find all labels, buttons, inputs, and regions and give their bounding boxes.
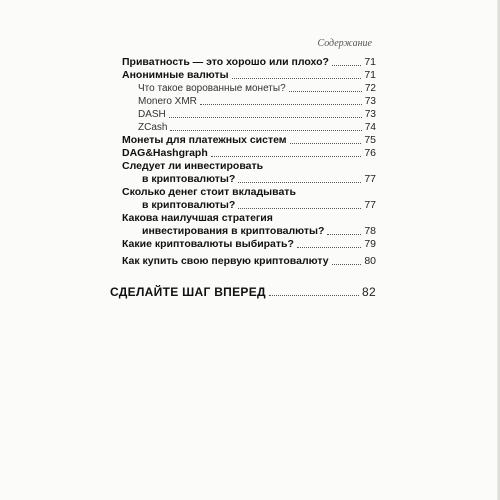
toc-entry-label-line1: Какова наилучшая стратегия (122, 212, 273, 224)
toc-entry-label: Анонимные валюты (122, 69, 229, 81)
toc-entry (122, 160, 376, 186)
toc-subentry (122, 95, 376, 108)
toc-page-number: 82 (362, 285, 376, 299)
table-of-contents (110, 56, 376, 299)
toc-entry-label-line1: Сколько денег стоит вкладывать (122, 186, 296, 198)
dot-leader (290, 143, 362, 144)
toc-page-number: 73 (364, 96, 376, 107)
dot-leader (289, 91, 362, 92)
dot-leader (211, 156, 362, 157)
toc-entry (122, 56, 376, 69)
toc-entry-label: ZCash (138, 122, 168, 133)
toc-entry-label: Монеты для платежных систем (122, 134, 287, 146)
dot-leader (238, 182, 361, 183)
toc-entry (122, 147, 376, 160)
toc-entry-label-line2: инвестирования в криптовалюты? (142, 225, 325, 237)
toc-entry (122, 69, 376, 82)
toc-page-number: 79 (364, 238, 376, 250)
toc-page-number: 75 (364, 134, 376, 146)
dot-leader (232, 78, 362, 79)
toc-entry-label-line2: в криптовалюты? (142, 199, 236, 211)
dot-leader (238, 208, 361, 209)
toc-page-number: 74 (364, 122, 376, 133)
dot-leader (170, 130, 361, 131)
toc-entry (122, 212, 376, 238)
toc-page-number: 77 (364, 173, 376, 185)
toc-section-entry (110, 286, 376, 299)
toc-page-number: 71 (364, 69, 376, 81)
toc-page-number: 80 (364, 255, 376, 267)
toc-entry (122, 255, 376, 268)
toc-entry (122, 134, 376, 147)
toc-section-label: СДЕЛАЙТЕ ШАГ ВПЕРЕД (110, 285, 266, 299)
toc-page-number: 72 (364, 83, 376, 94)
toc-page-number: 77 (364, 199, 376, 211)
toc-subentry (122, 82, 376, 95)
toc-entry-label: Monero XMR (138, 96, 197, 107)
toc-entry-label: Какие криптовалюты выбирать? (122, 238, 294, 250)
dot-leader (269, 295, 359, 296)
toc-entry-label: DASH (138, 109, 166, 120)
dot-leader (327, 234, 361, 235)
toc-entry-label-line1: Следует ли инвестировать (122, 160, 264, 172)
dot-leader (169, 117, 362, 118)
toc-entry (122, 238, 376, 251)
dot-leader (200, 104, 362, 105)
toc-entry-label-line2: в криптовалюты? (142, 173, 236, 185)
dot-leader (332, 65, 361, 66)
toc-page-number: 73 (364, 109, 376, 120)
toc-page-number: 78 (364, 225, 376, 237)
toc-page-number: 76 (364, 147, 376, 159)
toc-entry-label: Как купить свою первую криптовалюту (122, 255, 329, 267)
toc-subentry (122, 108, 376, 121)
toc-entry-label: DAG&Hashgraph (122, 147, 208, 159)
toc-entry-label: Приватность — это хорошо или плохо? (122, 56, 329, 68)
running-header: Содержание (317, 38, 372, 49)
toc-entry-label: Что такое ворованные монеты? (138, 83, 286, 94)
toc-subentry (122, 121, 376, 134)
toc-page-number: 71 (364, 56, 376, 68)
toc-entry (122, 186, 376, 212)
dot-leader (297, 247, 361, 248)
dot-leader (332, 264, 362, 265)
